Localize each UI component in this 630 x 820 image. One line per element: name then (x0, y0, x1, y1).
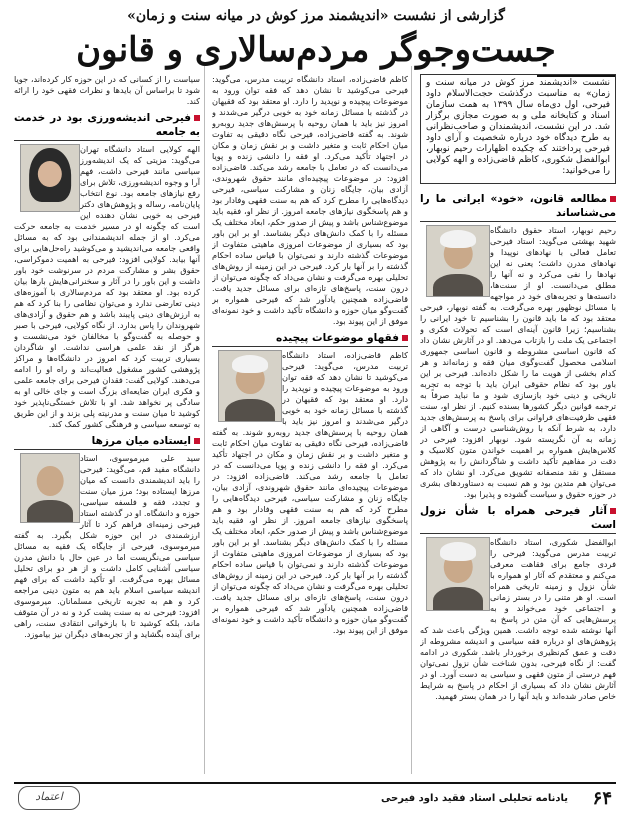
column-left (14, 74, 200, 774)
column-divider (204, 66, 205, 774)
section-body-ghazizadeh-lead: کاظم قاضی‌زاده، استاد دانشگاه تربیت مدرس، می‌گوید: فیرحی می‌کوشید تا نشان دهد که فقه توان ورود به موضوعات پیچیده و نوپدید را دارد. او معتقد بود که فقیهان در گذشته با مسائل زمانه خود به خوبی درگیر می‌شدند و امروز نیز باید با همان روحیه با پرسش‌های جدید روبه‌رو شوند. به گفته قاضی‌زاده، فیرحی نگاه دقیقی به تفاوت میان احکام ثابت و متغیر داشت و بر نقش زمان و مکان در اجتهاد تأکید می‌کرد. او فقه را دانشی زنده و پویا می‌دانست که در تعامل با جامعه رشد می‌کند. قاضی‌زاده افزود: در موضوعات پیچیده‌ای مانند حقوق شهروندی، آزادی بیان، جایگاه زنان و مشارکت سیاسی، فیرحی دیدگاه‌هایی را مطرح کرد که هم به سنت فقهی وفادار بود و هم پاسخگوی نیازهای جامعه امروز. از نظر او، فقیه باید موضوع‌شناس باشد و پیش از صدور حکم، ابعاد مختلف یک مسئله را با کمک دانش‌های دیگر بشناسد. او بر این باور بود که بسیاری از موضوعات امروزی ماهیتی متفاوت از موضوعات گذشته دارند و نمی‌توان با قیاس ساده احکام گذشته را بر آنها بار کرد. فیرحی در این زمینه از روش‌های تحلیلی بهره می‌گرفت و نشان می‌داد که چگونه می‌توان از درون سنت، پاسخ‌های تازه‌ای برای مسائل جدید یافت. قاضی‌زاده همچنین یادآور شد که فیرحی همواره بر گفت‌وگو میان حوزه و دانشگاه تأکید داشت و خود نمونه‌ای موفق از این پیوند بود. (212, 74, 408, 326)
bullet-icon (610, 508, 616, 514)
brand-logo: اعتماد (18, 786, 80, 810)
koolaee-intro: سیاست را از کسانی که در این حوزه کار کرده‌اند، جویا شود تا براساس آن بایدها و نظرات فقهی خود را ارائه کند. (14, 74, 200, 106)
column-right (420, 188, 616, 778)
page-number: ۶۴ (592, 788, 612, 809)
section-body-koolaee: الهه کولایی استاد دانشگاه تهران می‌گوید: مزیتی که یک اندیشه‌ورز سیاسی مانند فیرحی داشت، فهم آرا و وجوه اندیشه‌ورزی، تلاش برای رفع نیازهای جامعه بود. نوع انتخاب پایان‌نامه، رساله و پژوهش‌های دکتر فیرحی به خوبی نشان دهنده این است که چگونه او در مسیر خدمت به جامعه حرکت می‌کرد. او از جمله اندیشمندانی بود که به مسائل واقعی جامعه می‌اندیشید و می‌کوشید راه‌حل‌هایی برای آنها بیابد. کولایی افزود: فیرحی به اهمیت دموکراسی، حقوق بشر و مشارکت مردم در سرنوشت خود باور داشت و این باور را در آثار و سخنرانی‌هایش بارها بیان کرده بود. او معتقد بود که مردم‌سالاری با آموزه‌های دینی تعارضی ندارد و می‌توان نظامی را بنا کرد که هم به ارزش‌های دینی پایبند باشد و هم حقوق و آزادی‌های شهروندان را پاس بدارد. از نگاه کولایی، فیرحی با صبر و حوصله به گفت‌وگو با مخالفان خود می‌نشست و هرگز از نقد علمی هراسی نداشت. او شاگردان بسیاری تربیت کرد که امروز در دانشگاه‌ها و مراکز پژوهشی کشور مشغول فعالیت‌اند و راه او را ادامه می‌دهند. کولایی گفت: فقدان فیرحی برای جامعه علمی و فکری ایران ضایعه‌ای بزرگ است و جای خالی او به سادگی پر نخواهد شد. او با تلاش خستگی‌ناپذیر خود کوشید تا میان سنت و مدرنیته پلی بزند و از این طریق به توسعه سیاسی و فرهنگی کشور کمک کند. (14, 144, 200, 429)
footer-caption: یادنامه تحلیلی استاد فقید داود فیرحی (380, 793, 568, 804)
turban-shape (440, 230, 476, 248)
intro-text: نشست «اندیشمند مرز کوش در میانه سنت و زمان» به مناسبت درگذشت حجت‌الاسلام داود فیرحی، اول دی‌ماه سال ۱۳۹۹ به همت سازمان اسناد و کتابخانه ملی و به صورت مجازی برگزار شد. در این نشست، اندیشمندان و صاحب‌نظرانی به طرح دیدگاه خود درباره شخصیت و آرای داود فیرحی پرداختند که چکیده اظهارات رحیم نوبهار، ابوالفضل شکوری، کاظم قاضی‌زاده و الهه کولایی را می‌خوانید: (426, 78, 610, 176)
section-title-nobahar: مطالعه قانون، «خود» ایرانی ما را می‌شناساند (420, 192, 616, 222)
section-body-middle: سید علی میرموسوی، استاد دانشگاه مفید قم، می‌گوید: فیرحی را باید اندیشمندی دانست که میان مرزها ایستاده بود؛ مرز میان سنت و تجدد، فقه و فلسفه سیاسی، حوزه و دانشگاه. او در گذشته استاد فیرحی زمینه‌ای فراهم کرد تا آثار ارزشمندی در این حوزه شکل بگیرد. به گفته میرموسوی، فیرحی از جایگاه یک فقیه به مسائل سیاسی می‌نگریست اما در عین حال با دانش مدرن سیاسی آشنایی کامل داشت و از هر دو برای تحلیل مسائل بهره می‌گرفت. او تأکید داشت که برای فهم اندیشه سیاسی اسلام باید هم به متون دینی مراجعه کرد و هم به تجربه تاریخی مسلمانان. میرموسوی افزود: فیرحی نه به سنت پشت کرد و نه در آن متوقف ماند، بلکه کوشید تا با بازخوانی انتقادی سنت، راهی برای آینده بگشاید و از تجربه‌های دیگران نیز بیاموزد. (14, 453, 200, 639)
headline: جست‌وجوگر مردم‌سالاری و قانون (76, 30, 556, 70)
section-title-middle: ایستاده میان مرزها (14, 434, 200, 450)
figure-body (433, 587, 483, 611)
bullet-icon (402, 335, 408, 341)
intro-box (420, 74, 616, 184)
page-footer (14, 782, 616, 812)
figure-body (27, 500, 73, 523)
section-body-nobahar: رحیم نوبهار، استاد حقوق دانشگاه شهید بهشتی می‌گوید: استاد فیرحی تعامل فعالی با نهادهای نوپیدا و نهادهای مدرن داشت؛ یعنی نه این نهادها را نفی می‌کرد و نه آنها را مطلق می‌دانست. او از سنت‌ها، دانسته‌ها و تجربه‌های خود در مواجهه با مسائل نوظهور بهره می‌گرفت. به گفته نوبهار، فیرحی معتقد بود که ما باید قانون را بشناسیم تا خود ایرانی را بشناسیم؛ زیرا قانون آینه‌ای است که تحولات فکری و اجتماعی یک ملت را بازتاب می‌دهد. او در آثارش نشان داد که قانون اساسی مشروطه و قانون اساسی جمهوری اسلامی محصول گفت‌وگوی میان فقه و زمانه‌اند و هر کدام بخشی از هویت ما را شکل داده‌اند. فیرحی بر این باور بود که نظام حقوقی ایران باید با توجه به تجربه تاریخی و دینی خود بازسازی شود و ما نباید صرفاً به ترجمه قوانین دیگر کشورها بسنده کنیم. از نظر او، سنت فقهی ظرفیت‌های فراوانی برای پاسخ به پرسش‌های جدید دارد، به شرط آنکه با روش‌شناسی درست و آگاهی از زمانه به آن نگریسته شود. نوبهار افزود: فیرحی در کلاس‌هایش همواره بر اهمیت خواندن متون کلاسیک و دقت در مفاهیم تأکید داشت و شاگردانش را به پژوهش مستقل و نقد منصفانه تشویق می‌کرد. او نشان داد که می‌توان هم متدین بود و هم نسبت به دستاوردهای بشری در حوزه حقوق و سیاست گشوده و پذیرا بود. (420, 225, 616, 499)
bullet-icon (194, 115, 200, 121)
section-body-shokouri: ابوالفضل شکوری، استاد دانشگاه تربیت مدرس می‌گوید: فیرحی را فردی جامع برای فقاهت معرفی می‌کنم و معتقدم که آثار او همواره با شأن نزول و زمینه تاریخی همراه است. او هر متنی را در بستر زمانی و اجتماعی خود می‌خواند و به پرسش‌هایی که آن متن در پاسخ به آنها نوشته شده توجه داشت. همین ویژگی باعث شد که پژوهش‌های او درباره فقه سیاسی و اندیشه مشروطه از دقت و عمق کم‌نظیری برخوردار باشد. شکوری در ادامه گفت: از نگاه فیرحی، بدون شناخت شأن نزول نمی‌توان فهم درستی از متون فقهی و سیاسی به دست آورد. او در آثارش نشان داد که بسیاری از احکام در پاسخ به شرایط خاص صادر شده‌اند و باید آنها را در همان بستر فهمید. (420, 537, 616, 701)
photo-mirmousavi (20, 453, 80, 523)
section-title-koolaee: فیرحی اندیشه‌ورزی بود در خدمت به جامعه (14, 111, 200, 141)
photo-nobahar (426, 225, 490, 297)
figure-body (433, 274, 483, 297)
bullet-icon (194, 438, 200, 444)
figure-body (225, 399, 275, 422)
turban-shape (232, 355, 268, 373)
turban-shape (440, 542, 476, 561)
photo-ghazizadeh (218, 350, 282, 422)
photo-koolaee (20, 144, 80, 212)
column-middle (212, 74, 408, 774)
section-title-shokouri: آثار فیرحی همراه با شأن نزول است (420, 504, 616, 534)
column-divider (411, 66, 412, 774)
bullet-icon (610, 196, 616, 202)
section-title-ghazizadeh: فقهاو موضوعات پیچیده (212, 331, 408, 347)
kicker: گزارشی از نشست «اندیشمند مرز کوش در میانه سنت و زمان» (127, 8, 505, 24)
photo-shokouri (426, 537, 490, 611)
section-body-ghazizadeh: کاظم قاضی‌زاده، استاد دانشگاه تربیت مدرس، می‌گوید: فیرحی می‌کوشید تا نشان دهد که فقه توان ورود به موضوعات پیچیده و نوپدید را دارد. او معتقد بود که فقیهان در گذشته با مسائل زمانه خود به خوبی درگیر می‌شدند و امروز نیز باید با همان روحیه با پرسش‌های جدید روبه‌رو شوند. به گفته قاضی‌زاده، فیرحی نگاه دقیقی به تفاوت میان احکام ثابت و متغیر داشت و بر نقش زمان و مکان در اجتهاد تأکید می‌کرد. او فقه را دانشی زنده و پویا می‌دانست که در تعامل با جامعه رشد می‌کند. قاضی‌زاده افزود: در موضوعات پیچیده‌ای مانند حقوق شهروندی، آزادی بیان، جایگاه زنان و مشارکت سیاسی، فیرحی دیدگاه‌هایی را مطرح کرد که هم به سنت فقهی وفادار بود و هم پاسخگوی نیازهای جامعه امروز. از نظر او، فقیه باید موضوع‌شناس باشد و پیش از صدور حکم، ابعاد مختلف یک مسئله را با کمک دانش‌های دیگر بشناسد. او بر این باور بود که بسیاری از موضوعات امروزی ماهیتی متفاوت از موضوعات گذشته دارند و نمی‌توان با قیاس ساده احکام گذشته را بر آنها بار کرد. فیرحی در این زمینه از روش‌های تحلیلی بهره می‌گرفت و نشان می‌داد که چگونه می‌توان از درون سنت، پاسخ‌های تازه‌ای برای مسائل جدید یافت. قاضی‌زاده همچنین یادآور شد که فیرحی همواره بر گفت‌وگو میان حوزه و دانشگاه تأکید داشت و خود نمونه‌ای موفق از این پیوند بود. (212, 350, 408, 635)
figure-face (37, 466, 64, 496)
